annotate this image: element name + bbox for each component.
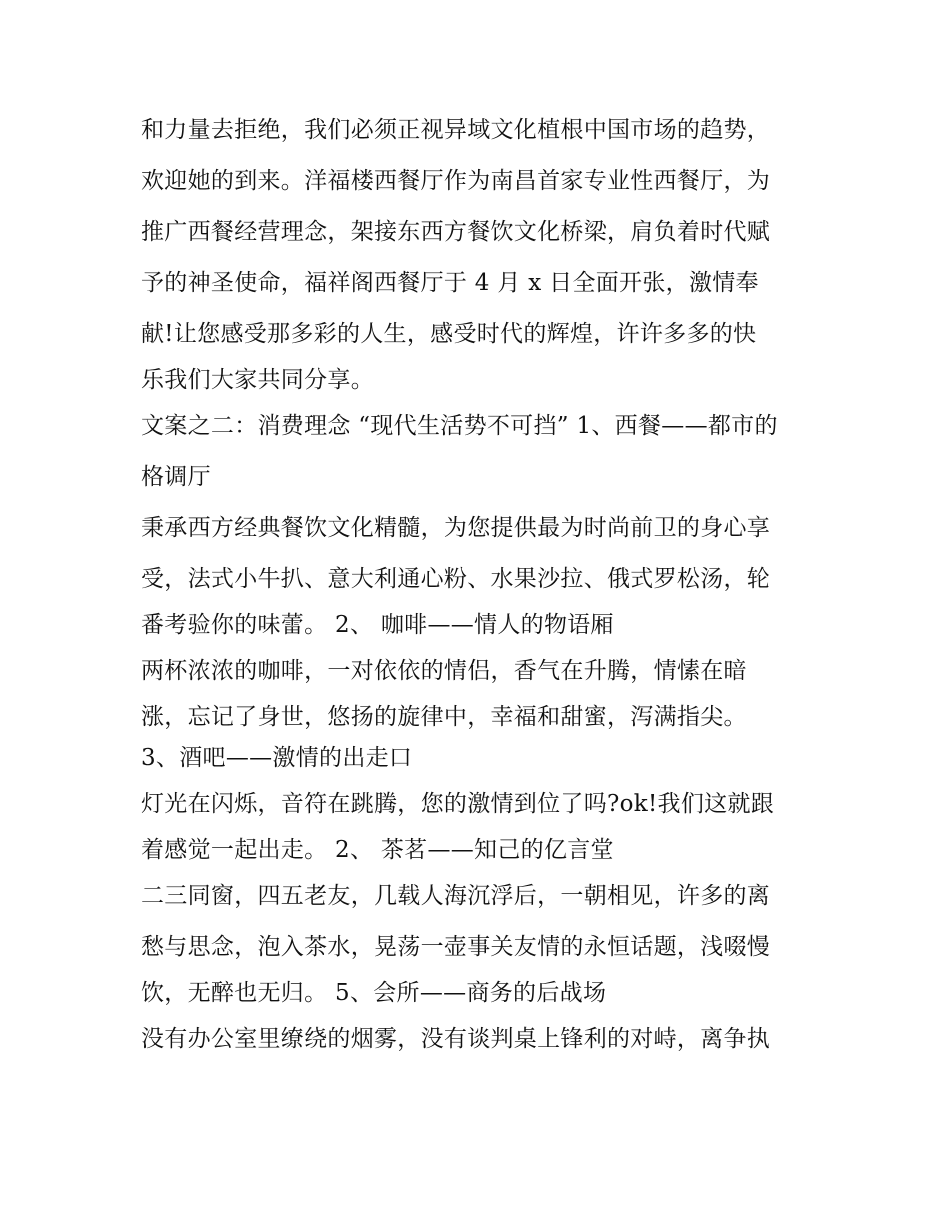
section-heading: 格调厅 xyxy=(141,464,211,490)
text-line: 灯光在闪烁，音符在跳腾，您的激情到位了吗?ok!我们这就跟 xyxy=(141,791,775,817)
text-line: 献!让您感受那多彩的人生，感受时代的辉煌，许许多多的快 xyxy=(141,321,757,347)
text-line: 秉承西方经典餐饮文化精髓，为您提供最为时尚前卫的身心享 xyxy=(141,515,771,541)
section-heading: 文案之二：消费理念 “现代生活势不可挡” 1、西餐——都市的 xyxy=(141,413,778,439)
text-line: 推广西餐经营理念，架接东西方餐饮文化桥梁，肩负着时代赋 xyxy=(141,219,771,245)
text-line: 两杯浓浓的咖啡，一对依依的情侣，香气在升腾，情愫在暗 xyxy=(141,658,747,684)
text-line: 愁与思念，泡入茶水，晃荡一壶事关友情的永恒话题，浅啜慢 xyxy=(141,934,771,960)
text-line: 涨，忘记了身世，悠扬的旋律中，幸福和甜蜜，泻满指尖。 xyxy=(141,704,747,730)
text-line: 乐我们大家共同分享。 xyxy=(141,367,374,393)
text-line: 和力量去拒绝，我们必须正视异域文化植根中国市场的趋势， xyxy=(141,117,771,143)
text-line: 二三同窗，四五老友，几载人海沉浮后，一朝相见，许多的离 xyxy=(141,883,771,909)
text-line: 欢迎她的到来。洋福楼西餐厅作为南昌首家专业性西餐厅，为 xyxy=(141,168,771,194)
text-line: 予的神圣使命，福祥阁西餐厅于 4 月 x 日全面开张，激情奉 xyxy=(141,270,759,296)
section-heading: 3、酒吧——激情的出走口 xyxy=(141,745,413,771)
text-line: 饮，无醉也无归。 5、会所——商务的后战场 xyxy=(141,980,607,1006)
text-line: 着感觉一起出走。 2、 茶茗——知己的亿言堂 xyxy=(141,837,614,863)
body-text xyxy=(141,105,821,1065)
text-line: 受，法式小牛扒、意大利通心粉、水果沙拉、俄式罗松汤，轮 xyxy=(141,566,771,592)
text-line: 番考验你的味蕾。 2、 咖啡——情人的物语厢 xyxy=(141,612,614,638)
text-line: 没有办公室里缭绕的烟雾，没有谈判桌上锋利的对峙，离争执 xyxy=(141,1026,771,1052)
